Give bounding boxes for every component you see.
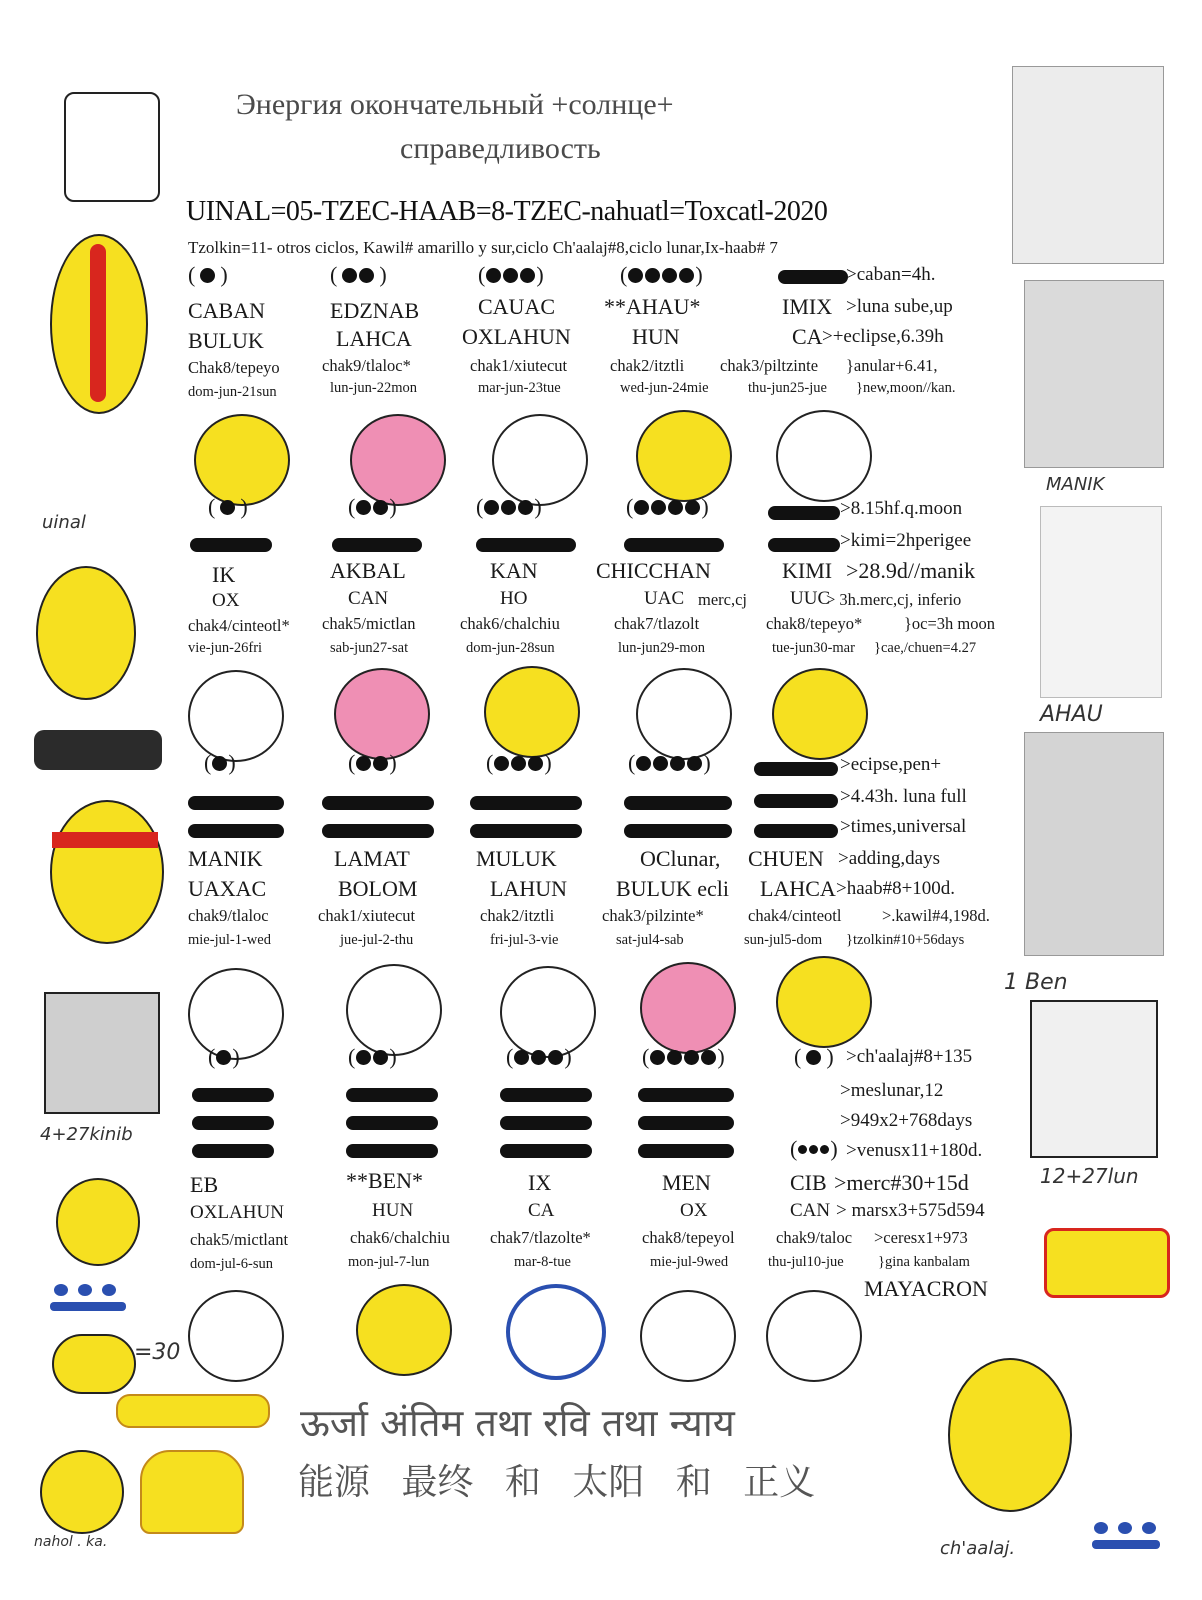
day-name: MEN	[662, 1170, 711, 1195]
date-label: vie-jun-26fri	[188, 640, 263, 656]
numeral-bar	[638, 1144, 734, 1158]
date-label: lun-jun29-mon	[618, 640, 705, 656]
numeral-8: ( )	[204, 750, 236, 775]
date-label: mie-jul-1-wed	[188, 932, 271, 948]
lun-label: 12+27lun	[1040, 1164, 1139, 1188]
numeral-bar	[624, 796, 732, 810]
date-label: dom-jun-28sun	[466, 640, 555, 656]
numeral-bar	[754, 762, 838, 776]
numeral-3b: ( )	[642, 1044, 725, 1069]
day-name: EDZNAB	[330, 298, 420, 323]
glyph-striped-head	[50, 800, 164, 944]
glyph-yellow-bar	[116, 1394, 270, 1428]
chak-label: chak4/cinteotl*	[188, 616, 290, 635]
chak-label: chak8/tepeyo*	[766, 614, 863, 633]
numeral-bar	[768, 538, 840, 552]
day-glyph-cauac	[492, 414, 588, 506]
day-name: IX	[528, 1170, 552, 1195]
note-r3-6: >.kawil#4,198d.	[882, 906, 990, 925]
glyph-yellow-oval	[50, 234, 148, 414]
numeral-1-ahau: ( )	[620, 262, 703, 287]
day-number: UUC	[790, 588, 831, 609]
day-number: OX	[680, 1200, 708, 1221]
glyph-gray-block	[44, 992, 160, 1114]
date-label: lun-jun-22mon	[330, 380, 417, 396]
glyph-tall-figure	[140, 1450, 244, 1534]
day-glyph-eb	[188, 1290, 284, 1382]
bar-glyph-black	[34, 730, 162, 770]
footer-chinese: 能源 最终 和 太阳 和 正义	[298, 1462, 816, 1503]
numeral-bar	[638, 1116, 734, 1130]
numeral-bar	[754, 824, 838, 838]
kinib-label: 4+27kinib	[40, 1124, 133, 1145]
numeral-bar	[768, 506, 840, 520]
day-glyph-ix	[506, 1284, 606, 1380]
day-name: **BEN*	[346, 1168, 423, 1193]
day-glyph-men	[640, 1290, 736, 1382]
numeral-4b: ( )	[794, 1044, 834, 1069]
note-r4-8: }gina kanbalam	[878, 1254, 970, 1270]
note-r4-4: >venusx11+180d.	[846, 1140, 983, 1161]
day-number: LAHCA	[336, 326, 412, 351]
footer-hindi: ऊर्जा अंतिम तथा रवि तथा न्याय	[300, 1401, 735, 1445]
glyph-sun-face	[36, 566, 136, 700]
day-number: CAN	[790, 1200, 831, 1221]
note-r1-4: }anular+6.41,	[846, 356, 938, 375]
ahau-label: AHAU	[1040, 702, 1103, 727]
numeral-9: ( )	[348, 750, 397, 775]
glyph-hunter	[1040, 506, 1162, 698]
numeral-bar	[188, 824, 284, 838]
day-name: OClunar,	[640, 846, 721, 871]
numeral-bar	[188, 796, 284, 810]
numeral-bar	[470, 824, 582, 838]
day-glyph-edznab	[350, 414, 446, 506]
chak-label: chak2/itztli	[480, 906, 555, 925]
chak-label: chak7/tlazolte*	[490, 1228, 591, 1247]
chak-label: chak2/itztli	[610, 356, 685, 375]
glyph-block-ben	[1030, 1000, 1158, 1158]
chak-label: chak8/tepeyol	[642, 1228, 735, 1247]
numeral-2: ( )	[506, 1044, 572, 1069]
chak-label: chak7/tlazolt	[614, 614, 700, 633]
numeral-11: ( )	[188, 262, 228, 287]
chak-label: chak1/xiutecut	[470, 356, 568, 375]
day-number: BOLOM	[338, 876, 418, 901]
day-glyph-imix	[776, 410, 872, 502]
numeral-bar	[500, 1144, 592, 1158]
tzolkin-header: Tzolkin=11- otros ciclos, Kawil# amarillo y sur,ciclo Ch'aalaj#8,ciclo lunar,Ix-haab# 7	[188, 238, 778, 257]
glyph-chaalaj-head	[948, 1358, 1072, 1512]
numeral-11b: ( )	[628, 750, 711, 775]
chak-label: chak5/mictlan	[322, 614, 416, 633]
note-r2-6: }oc=3h moon	[904, 614, 996, 633]
chak-label: chak3/piltzinte	[720, 356, 819, 375]
numeral-13b: ( )	[208, 1044, 240, 1069]
note-r3-5: >haab#8+100d.	[836, 878, 956, 899]
numeral-bar	[624, 824, 732, 838]
numeral-bar	[192, 1144, 274, 1158]
day-glyph-lamat	[346, 964, 442, 1056]
numeral-3: ( )	[208, 494, 248, 519]
date-label: sun-jul5-dom	[744, 932, 823, 948]
numeral-bar	[346, 1144, 438, 1158]
day-number: HO	[500, 588, 528, 609]
uinal-header: UINAL=05-TZEC-HAAB=8-TZEC-nahuatl=Toxcatl-2020	[186, 196, 828, 227]
day-glyph-ahau	[636, 410, 732, 502]
note-r4-3: >949x2+768days	[840, 1110, 973, 1131]
numeral-bar	[778, 270, 848, 284]
note-r4-2: >meslunar,12	[840, 1080, 944, 1101]
glyph-figure-top-right	[1012, 66, 1164, 264]
day-glyph-ik	[188, 670, 284, 762]
numeral-6: ( )	[626, 494, 709, 519]
day-glyph-ben	[356, 1284, 452, 1376]
numeral-13: ( )	[478, 262, 544, 287]
day-number: UAC	[644, 588, 685, 609]
note-r2-2: >kimi=2hperigee	[840, 530, 972, 551]
numeral-bar	[332, 538, 422, 552]
chak-label: chak9/taloc	[776, 1228, 853, 1247]
date-label: mie-jul-9wed	[650, 1254, 729, 1270]
blue-dots-numeral	[50, 1284, 130, 1314]
numeral-12: ( )	[330, 262, 387, 287]
title-line1: Энергия окончательный +солнце+	[236, 88, 674, 121]
numeral-bar	[346, 1116, 438, 1130]
glyph-yellow-small	[56, 1178, 140, 1266]
numeral-10: ( )	[486, 750, 552, 775]
numeral-bar	[500, 1116, 592, 1130]
note-r4-5: >merc#30+15d	[834, 1170, 969, 1195]
chak-label: chak6/chalchiu	[460, 614, 560, 633]
day-name: CHICCHAN	[596, 558, 711, 583]
date-label: dom-jun-21sun	[188, 384, 277, 400]
note-r4-6: > marsx3+575d594	[836, 1200, 985, 1221]
title-line2: справедливость	[400, 132, 601, 165]
chak-label: chak4/cinteotl	[748, 906, 842, 925]
date-label: mar-jun-23tue	[478, 380, 561, 396]
date-label: sat-jul4-sab	[616, 932, 684, 948]
day-number: UAXAC	[188, 876, 267, 901]
blue-dots-numeral-right	[1092, 1522, 1162, 1552]
note-r2-3: >28.9d//manik	[846, 558, 976, 583]
numeral-bar	[500, 1088, 592, 1102]
numeral-bar	[322, 824, 434, 838]
day-number: HUN	[372, 1200, 414, 1221]
numeral-1-ben: ( )	[348, 1044, 397, 1069]
day-number: CA	[528, 1200, 555, 1221]
date-label: fri-jul-3-vie	[490, 932, 559, 948]
day-name: IK	[212, 562, 236, 587]
numeral-bar	[476, 538, 576, 552]
note-r1-3: >+eclipse,6.39h	[822, 326, 944, 347]
note-r3-4: >adding,days	[838, 848, 941, 869]
chak-label: chak6/chalchiu	[350, 1228, 450, 1247]
ben-label: 1 Ben	[1004, 970, 1068, 995]
date-label: jue-jul-2-thu	[340, 932, 414, 948]
day-name: LAMAT	[334, 846, 410, 871]
glyph-figure-manik	[1024, 280, 1164, 468]
day-glyph-chuen	[776, 956, 872, 1048]
uinal-label: uinal	[42, 512, 86, 533]
date-label: sab-jun27-sat	[330, 640, 409, 656]
numeral-bar	[470, 796, 582, 810]
chak-label: chak9/tlaloc	[188, 906, 269, 925]
chak-label: chak9/tlaloc*	[322, 356, 411, 375]
day-number: OXLAHUN	[462, 324, 571, 349]
day-glyph-kimi	[772, 668, 868, 760]
day-number: HUN	[632, 324, 680, 349]
note-r3-1: >ecipse,pen+	[840, 754, 942, 775]
day-glyph-oc	[640, 962, 736, 1054]
chak-label: Chak8/tepeyo	[188, 358, 280, 377]
day-name: KAN	[490, 558, 538, 583]
numeral-bar	[322, 796, 434, 810]
note-r4-1: >ch'aalaj#8+135	[846, 1046, 973, 1067]
day-name: CAUAC	[478, 294, 556, 319]
note-r1-2: >luna sube,up	[846, 296, 953, 317]
day-glyph-caban	[194, 414, 290, 506]
day-name: MANIK	[188, 846, 263, 871]
day-name: CHUEN	[748, 846, 824, 871]
day-glyph-chicchan	[636, 668, 732, 760]
numeral-bar	[192, 1116, 274, 1130]
day-number: LAHCA	[760, 876, 836, 901]
note-r1-5: }new,moon//kan.	[856, 380, 956, 396]
day-name: EB	[190, 1172, 219, 1197]
day-name: CIB	[790, 1170, 827, 1195]
numeral-bar	[624, 538, 724, 552]
note-r2-7: }cae,/chuen=4.27	[874, 640, 977, 656]
note-r3-3: >times,universal	[840, 816, 967, 837]
manik-label: MANIK	[1046, 474, 1105, 495]
numeral-bar	[754, 794, 838, 808]
date-label: mar-8-tue	[514, 1254, 571, 1270]
note-r3-2: >4.43h. luna full	[840, 786, 967, 807]
mayacron-label: MAYACRON	[864, 1276, 988, 1301]
numeral-bar	[638, 1088, 734, 1102]
nahol-label: nahol . ka.	[34, 1534, 108, 1550]
chak-label: chak3/pilzinte*	[602, 906, 704, 925]
numeral-bar	[346, 1088, 438, 1102]
day-glyph-cib	[766, 1290, 862, 1382]
day-number: OXLAHUN	[190, 1202, 284, 1223]
chaalaj-label: ch'aalaj.	[940, 1538, 1016, 1559]
day-number: CA	[792, 324, 823, 349]
thirty-label: =30	[134, 1340, 181, 1365]
note-r2-5: > 3h.merc,cj, inferio	[826, 590, 962, 609]
note-r3-7: }tzolkin#10+56days	[846, 932, 965, 948]
date-label: thu-jul10-jue	[768, 1254, 844, 1270]
day-name: AKBAL	[330, 558, 406, 583]
note-r1-1: >caban=4h.	[846, 264, 936, 285]
note-r2-1: >8.15hf.q.moon	[840, 498, 963, 519]
date-label: thu-jun25-jue	[748, 380, 827, 396]
glyph-red-yellow	[1044, 1228, 1170, 1298]
glyph-face-top-left	[64, 92, 160, 202]
numeral-4: ( )	[348, 494, 397, 519]
day-number: BULUK	[188, 328, 264, 353]
date-label: mon-jul-7-lun	[348, 1254, 430, 1270]
glyph-round-03	[52, 1334, 136, 1394]
day-glyph-kan	[484, 666, 580, 758]
day-name: MULUK	[476, 846, 557, 871]
date-label: dom-jul-6-sun	[190, 1256, 273, 1272]
day-glyph-akbal	[334, 668, 430, 760]
day-name: **AHAU*	[604, 294, 701, 319]
day-number: LAHUN	[490, 876, 567, 901]
note-r2-4: merc,cj	[698, 590, 748, 609]
glyph-figure-ahau	[1024, 732, 1164, 956]
day-name: CABAN	[188, 298, 266, 323]
numeral-bar	[190, 538, 272, 552]
note-r4-7: >ceresx1+973	[874, 1228, 968, 1247]
chak-label: chak1/xiutecut	[318, 906, 416, 925]
day-name: KIMI	[782, 558, 833, 583]
numeral-bar	[192, 1088, 274, 1102]
numeral-5: ( )	[476, 494, 542, 519]
date-label: tue-jun30-mar	[772, 640, 855, 656]
day-number: OX	[212, 590, 240, 611]
day-name: IMIX	[782, 294, 833, 319]
numeral-dots-small: ( )	[790, 1136, 838, 1161]
day-number: CAN	[348, 588, 389, 609]
chak-label: chak5/mictlant	[190, 1230, 289, 1249]
day-number: BULUK ecli	[616, 876, 730, 901]
date-label: wed-jun-24mie	[620, 380, 709, 396]
glyph-yellow-coin	[40, 1450, 124, 1534]
